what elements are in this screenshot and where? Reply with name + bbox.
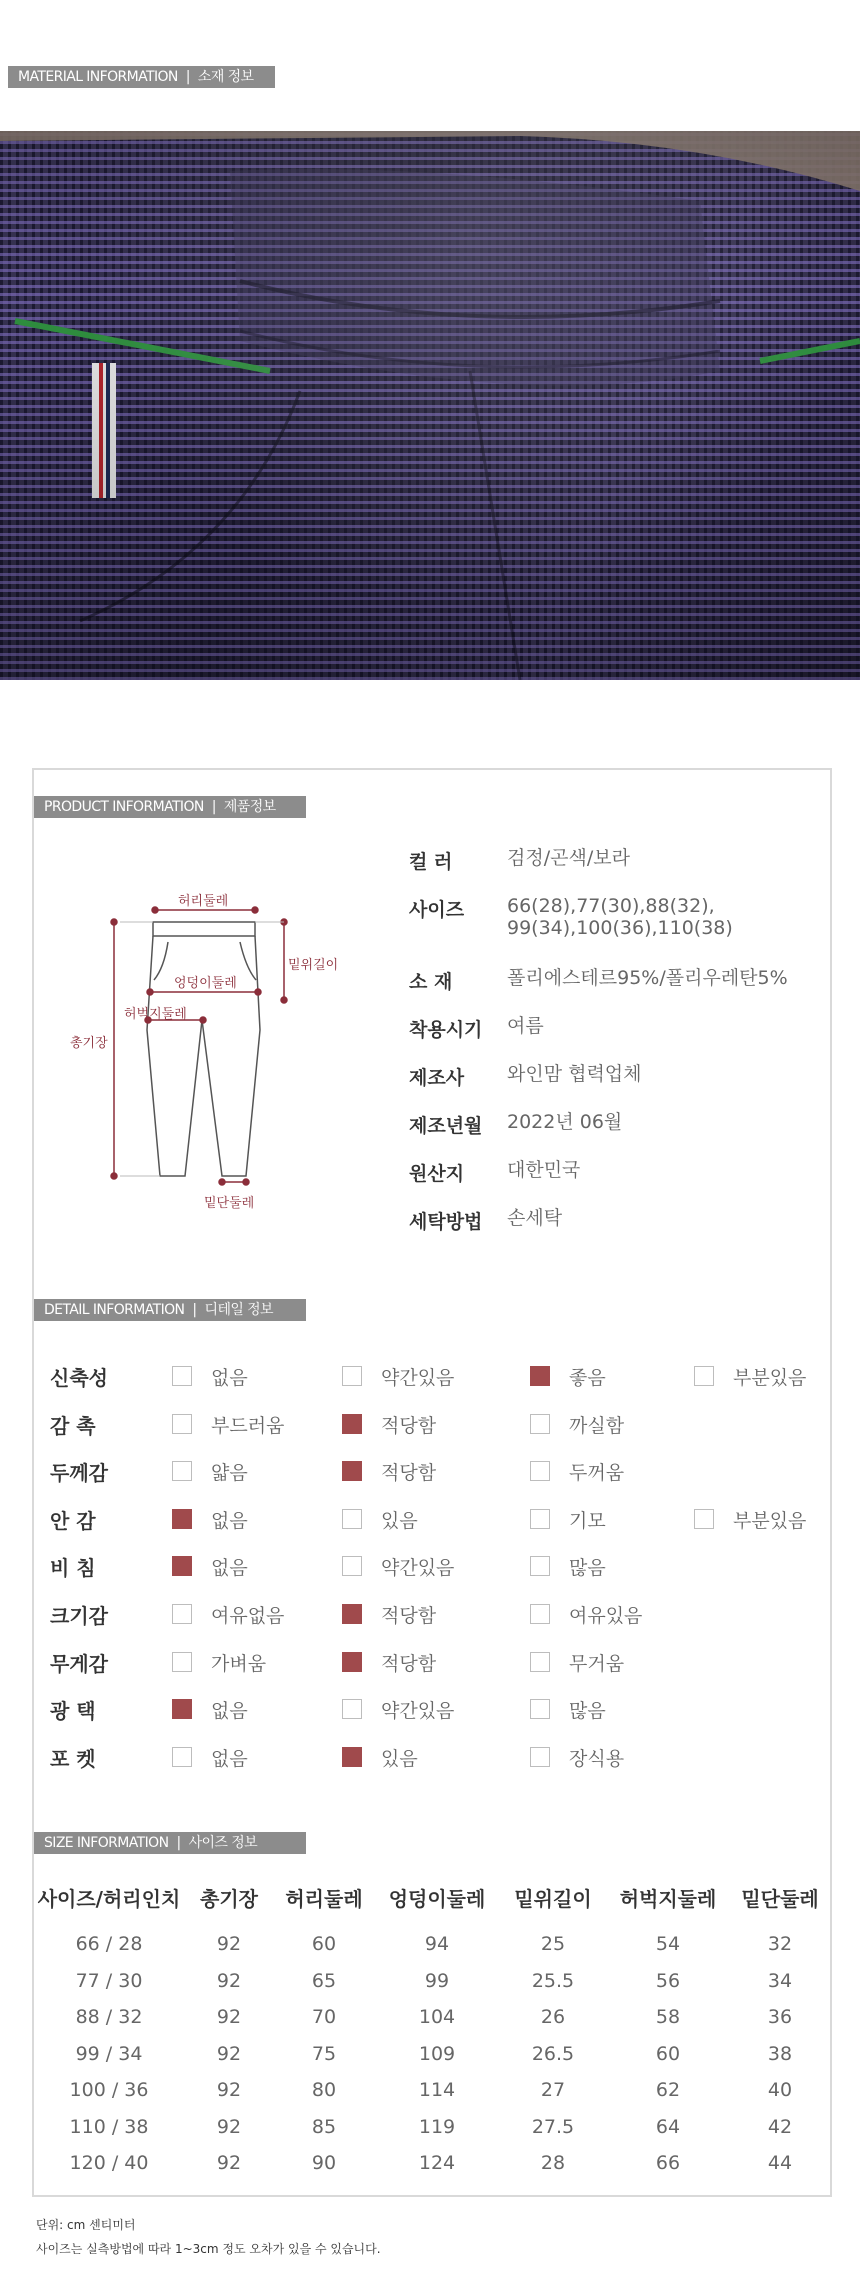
size-table-cell: 120 / 40 [69, 2152, 149, 2175]
size-table-cell: 109 [418, 2042, 456, 2065]
spec-label: 소 재 [409, 971, 453, 993]
spec-value: 대한민국 [507, 1159, 581, 1181]
size-table-cell: 56 [655, 1969, 681, 1992]
size-table-header-cell: 허벅지둘레 [619, 1886, 717, 1911]
size-table-cell: 36 [767, 2006, 793, 2029]
detail-label: 비 침 [50, 1556, 96, 1581]
detail-checkbox-checked [530, 1366, 550, 1386]
size-table-cell: 92 [216, 2006, 242, 2029]
size-table-cell: 85 [311, 2115, 337, 2138]
size-table-cell: 26 [540, 2006, 566, 2029]
detail-option-label: 많음 [569, 1557, 606, 1580]
size-table-header-cell: 엉덩이둘레 [388, 1886, 486, 1911]
product-tag-ko: 제품정보 [223, 799, 276, 815]
diagram-label-waist: 허리둘레 [178, 894, 229, 909]
size-table-cell: 58 [655, 2006, 681, 2029]
detail-option-label: 기모 [569, 1509, 606, 1532]
spec-value: 여름 [507, 1015, 544, 1037]
spec-label: 세탁방법 [409, 1211, 483, 1233]
size-table-cell: 110 / 38 [69, 2115, 149, 2138]
size-table-row [34, 2072, 830, 2109]
detail-checkbox [172, 1461, 192, 1481]
detail-option-label: 부드러움 [211, 1414, 285, 1437]
detail-checkbox-checked [172, 1556, 192, 1576]
diagram-label-hem: 밑단둘레 [204, 1196, 255, 1211]
detail-checkbox [342, 1556, 362, 1576]
detail-option-label: 적당함 [381, 1414, 437, 1437]
diagram-label-thigh: 허벅지둘레 [124, 1007, 187, 1022]
size-table-cell: 25 [540, 1933, 566, 1956]
material-info-tag [8, 66, 275, 88]
size-table-cell: 114 [418, 2079, 456, 2102]
size-table-cell: 65 [311, 1969, 337, 1992]
detail-checkbox [172, 1747, 192, 1767]
detail-option-label: 있음 [381, 1747, 418, 1770]
material-tag-en: MATERIAL INFORMATION [18, 69, 178, 85]
size-table-cell: 66 / 28 [75, 1933, 143, 1956]
detail-option-label: 없음 [211, 1747, 248, 1770]
detail-checkbox [694, 1366, 714, 1386]
size-table-cell: 60 [655, 2042, 681, 2065]
size-table-header-cell: 허리둘레 [285, 1886, 363, 1911]
size-info-tag [34, 1832, 306, 1854]
detail-tag-ko: 디테일 정보 [204, 1302, 273, 1318]
detail-checkbox-checked [172, 1509, 192, 1529]
detail-option-label: 약간있음 [381, 1700, 455, 1723]
size-table-row [34, 2145, 830, 2182]
detail-checkbox [694, 1509, 714, 1529]
detail-checkbox [172, 1652, 192, 1672]
size-table-header-cell: 밑위길이 [514, 1886, 592, 1911]
detail-checkbox [172, 1604, 192, 1624]
size-table-cell: 88 / 32 [75, 2006, 143, 2029]
size-table-cell: 99 / 34 [75, 2042, 143, 2065]
detail-option-label: 없음 [211, 1557, 248, 1580]
size-table-header-cell: 사이즈/허리인치 [37, 1886, 181, 1911]
size-table-cell: 64 [655, 2115, 681, 2138]
size-table-cell: 42 [767, 2115, 793, 2138]
size-table-cell: 26.5 [531, 2042, 575, 2065]
spec-label: 컬 러 [409, 851, 453, 873]
detail-checkbox-checked [172, 1699, 192, 1719]
detail-option-label: 없음 [211, 1509, 248, 1532]
detail-option-label: 약간있음 [381, 1367, 455, 1389]
tag-separator: | [211, 799, 216, 815]
size-table-cell: 77 / 30 [75, 1969, 143, 1992]
detail-checkbox [172, 1414, 192, 1434]
detail-checkbox-checked [342, 1604, 362, 1624]
size-table-cell: 80 [311, 2079, 337, 2102]
fabric-photo [0, 131, 860, 680]
detail-checkbox [530, 1699, 550, 1719]
size-table-cell: 25.5 [531, 1969, 575, 1992]
spec-label: 사이즈 [409, 899, 465, 921]
size-table-cell: 40 [767, 2079, 793, 2102]
detail-option-label: 가벼움 [211, 1652, 267, 1675]
diagram-label-hip: 엉덩이둘레 [174, 976, 237, 991]
pants-size-diagram [50, 880, 350, 1220]
size-table-row [34, 1999, 830, 2036]
spec-value: 검정/곤색/보라 [507, 847, 630, 869]
size-table-cell: 92 [216, 2042, 242, 2065]
diagram-label-rise: 밑위길이 [288, 958, 339, 973]
size-table-cell: 60 [311, 1933, 337, 1956]
detail-checkbox-checked [342, 1747, 362, 1767]
detail-option-label: 약간있음 [381, 1557, 455, 1580]
size-table-cell: 27.5 [531, 2115, 575, 2138]
detail-option-label: 적당함 [381, 1462, 437, 1485]
detail-option-label: 없음 [211, 1367, 248, 1389]
size-table-cell: 62 [655, 2079, 681, 2102]
size-table-header [34, 1874, 830, 1926]
size-table-cell: 92 [216, 2115, 242, 2138]
size-table-row [34, 2036, 830, 2073]
detail-option-label: 적당함 [381, 1652, 437, 1675]
tag-separator: | [185, 69, 190, 85]
size-table-cell: 70 [311, 2006, 337, 2029]
product-info-tag [34, 796, 306, 818]
detail-label: 신축성 [50, 1366, 108, 1390]
detail-option-label: 없음 [211, 1700, 248, 1723]
detail-option-label: 있음 [381, 1509, 418, 1532]
detail-checkbox [172, 1366, 192, 1386]
size-table-cell: 119 [418, 2115, 456, 2138]
size-table-cell: 92 [216, 2079, 242, 2102]
size-table-row [34, 2109, 830, 2146]
size-table-cell: 92 [216, 1933, 242, 1956]
size-tag-en: SIZE INFORMATION [44, 1835, 169, 1851]
size-table-cell: 92 [216, 2152, 242, 2175]
size-table-cell: 32 [767, 1933, 793, 1956]
size-table-header-cell: 밑단둘레 [741, 1886, 819, 1911]
detail-checkbox [530, 1414, 550, 1434]
size-disclaimer-note: 사이즈는 실측방법에 따라 1~3cm 정도 오차가 있을 수 있습니다. [36, 2242, 381, 2256]
detail-label: 무게감 [50, 1651, 108, 1676]
detail-checkbox-checked [342, 1414, 362, 1434]
detail-info-tag [34, 1299, 306, 1321]
detail-checkbox [342, 1699, 362, 1719]
size-table-cell: 27 [540, 2079, 566, 2102]
detail-checkbox [342, 1366, 362, 1386]
spec-label: 제조년월 [409, 1115, 483, 1137]
detail-option-label: 여유있음 [569, 1605, 643, 1627]
size-table-cell: 124 [418, 2152, 456, 2175]
detail-checkbox [530, 1652, 550, 1672]
detail-option-label: 얇음 [211, 1462, 248, 1485]
size-table-cell: 104 [418, 2006, 456, 2029]
detail-option-label: 부분있음 [733, 1367, 807, 1389]
detail-checkbox [530, 1461, 550, 1481]
tag-separator: | [192, 1302, 197, 1318]
size-table-cell: 100 / 36 [69, 2079, 149, 2102]
size-table-cell: 94 [424, 1933, 450, 1956]
detail-option-label: 여유없음 [211, 1605, 285, 1627]
spec-label: 착용시기 [409, 1019, 483, 1041]
detail-option-label: 적당함 [381, 1605, 437, 1627]
detail-option-label: 많음 [569, 1700, 606, 1723]
size-table-row [34, 1926, 830, 1963]
detail-label: 포 켓 [50, 1746, 96, 1771]
size-table-cell: 44 [767, 2152, 793, 2175]
spec-value: 66(28),77(30),88(32), 99(34),100(36),110(38) [507, 895, 733, 939]
spec-label: 제조사 [409, 1067, 465, 1089]
spec-label: 원산지 [409, 1163, 465, 1185]
size-table-cell: 75 [311, 2042, 337, 2065]
size-table-cell: 54 [655, 1933, 681, 1956]
detail-checkbox-checked [342, 1461, 362, 1481]
unit-note: 단위: cm 센티미터 [36, 2218, 136, 2232]
detail-option-label: 까실함 [569, 1414, 625, 1437]
detail-label: 감 촉 [50, 1413, 96, 1438]
size-table [34, 1874, 830, 2182]
spec-value: 손세탁 [507, 1207, 563, 1229]
detail-option-label: 좋음 [569, 1367, 606, 1389]
size-table-cell: 99 [424, 1969, 450, 1992]
size-table-cell: 92 [216, 1969, 242, 1992]
size-tag-ko: 사이즈 정보 [188, 1835, 258, 1851]
detail-label: 두께감 [50, 1461, 108, 1486]
detail-option-label: 장식용 [569, 1747, 625, 1770]
detail-checkbox-checked [342, 1652, 362, 1672]
detail-label: 안 감 [50, 1508, 96, 1533]
diagram-label-length: 총기장 [70, 1036, 108, 1051]
detail-checkbox [342, 1509, 362, 1529]
size-table-cell: 38 [767, 2042, 793, 2065]
tag-separator: | [176, 1835, 181, 1851]
size-table-header-cell: 총기장 [200, 1886, 258, 1911]
detail-label: 광 택 [50, 1699, 96, 1724]
detail-checkbox [530, 1509, 550, 1529]
detail-option-label: 두꺼움 [569, 1462, 625, 1485]
product-tag-en: PRODUCT INFORMATION [44, 799, 204, 815]
detail-label: 크기감 [50, 1604, 108, 1628]
detail-checkbox [530, 1604, 550, 1624]
material-tag-ko: 소재 정보 [197, 69, 254, 85]
size-table-cell: 66 [655, 2152, 681, 2175]
detail-option-label: 무거움 [569, 1652, 625, 1675]
size-table-cell: 90 [311, 2152, 337, 2175]
spec-value: 2022년 06월 [507, 1111, 623, 1133]
detail-checkbox [530, 1747, 550, 1767]
spec-value: 와인맘 협력업체 [507, 1063, 642, 1085]
size-table-row [34, 1963, 830, 2000]
detail-option-label: 부분있음 [733, 1509, 807, 1532]
spec-value: 폴리에스테르95%/폴리우레탄5% [507, 967, 788, 989]
detail-tag-en: DETAIL INFORMATION [44, 1302, 185, 1318]
detail-checkbox [530, 1556, 550, 1576]
size-table-cell: 28 [540, 2152, 566, 2175]
size-table-cell: 34 [767, 1969, 793, 1992]
